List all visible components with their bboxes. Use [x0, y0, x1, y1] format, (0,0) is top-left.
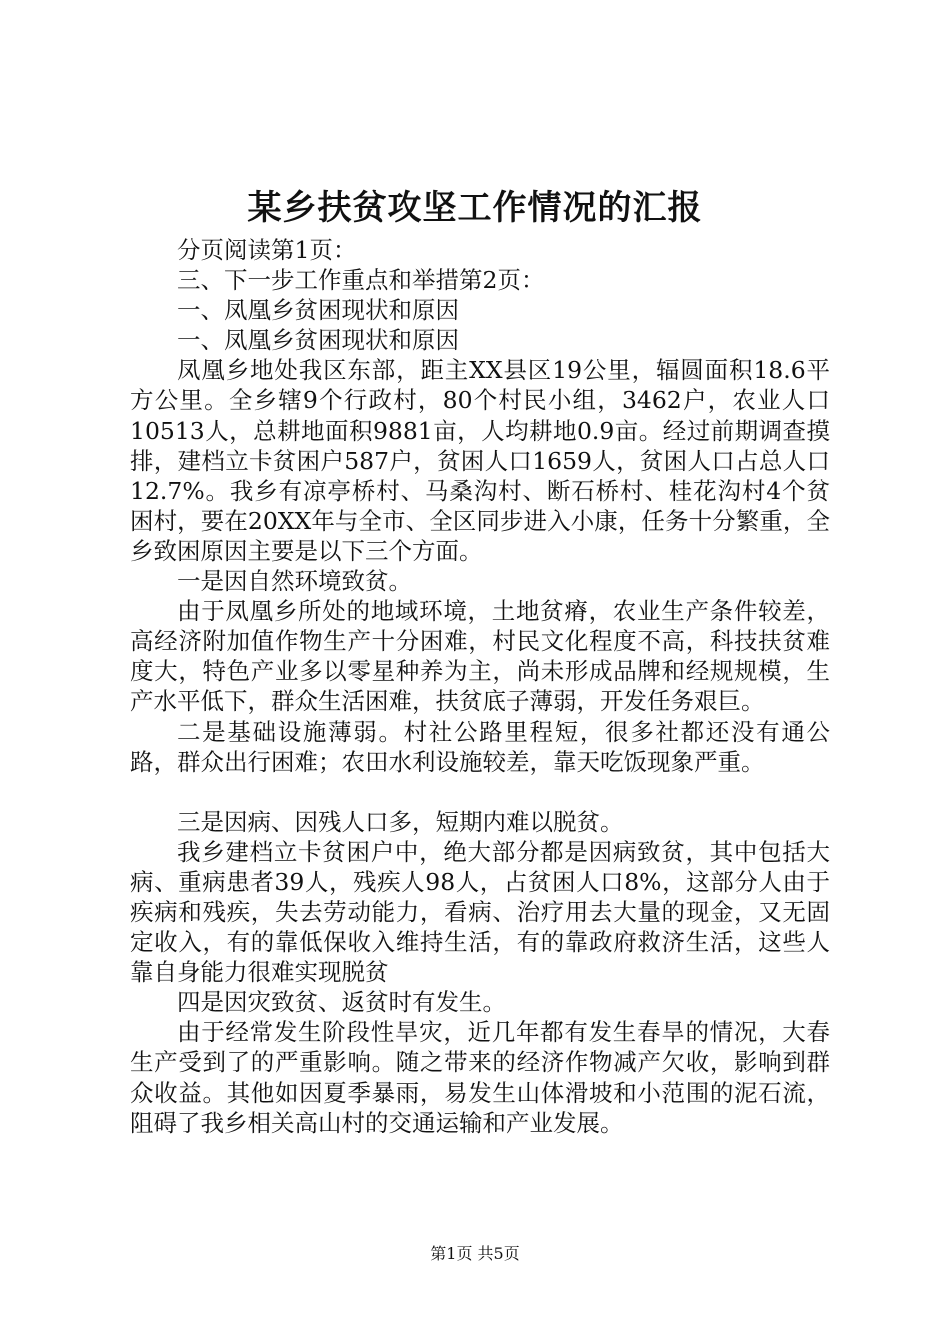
paragraph-cause-three: 我乡建档立卡贫困户中，绝大部分都是因病致贫，其中包括大病、重病患者39人，残疾人98人，占贫困人口8%，这部分人由于疾病和残疾，失去劳动能力，看病、治疗用去大量的现金，又无固定收入，有的靠低保收入维持生活，有的靠政府救济生活，这些人靠自身能力很难实现脱贫 — [130, 837, 830, 987]
paragraph-cause-two: 二是基础设施薄弱。村社公路里程短，很多社都还没有通公路，群众出行困难；农田水利设施较差，靠天吃饭现象严重。 — [130, 717, 830, 776]
paragraph-cause-one-heading: 一是因自然环境致贫。 — [177, 567, 412, 596]
paragraph-page-nav-2: 三、下一步工作重点和举措第2页： — [177, 266, 545, 295]
document-title: 某乡扶贫攻坚工作情况的汇报 — [247, 188, 703, 228]
section-heading-repeat: 一、凤凰乡贫困现状和原因 — [177, 326, 459, 355]
paragraph-page-nav-1: 分页阅读第1页： — [177, 236, 357, 264]
paragraph-cause-four-heading: 四是因灾致贫、返贫时有发生。 — [177, 988, 506, 1017]
paragraph-cause-four: 由于经常发生阶段性旱灾，近几年都有发生春旱的情况，大春生产受到了的严重影响。随之带来的经济作物减产欠收，影响到群众收益。其他如因夏季暴雨，易发生山体滑坡和小范围的泥石流，阻碍了我乡相关高山村的交通运输和产业发展。 — [130, 1018, 830, 1137]
paragraph-overview: 凤凰乡地处我区东部，距主XX县区19公里，辐圆面积18.6平方公里。全乡辖9个行政村，80个村民小组，3462户，农业人口10513人，总耕地面积9881亩，人均耕地0.9亩。经过前期调查摸排，建档立卡贫困户587户，贫困人口1659人，贫困人口占总人口12.7%。我乡有凉亭桥村、马桑沟村、断石桥村、桂花沟村4个贫困村，要在20XX年与全市、全区同步进入小康，任务十分繁重，全乡致困原因主要是以下三个方面。 — [130, 356, 830, 565]
document-body — [130, 235, 830, 1138]
page-number-footer: 第1页 共5页 — [430, 1244, 520, 1263]
paragraph-cause-one: 由于凤凰乡所处的地域环境，土地贫瘠，农业生产条件较差，高经济附加值作物生产十分困难，村民文化程度不高，科技扶贫难度大，特色产业多以零星种养为主，尚未形成品牌和经规规模，生产水平低下，群众生活困难，扶贫底子薄弱，开发任务艰巨。 — [130, 597, 830, 716]
section-heading: 一、凤凰乡贫困现状和原因 — [177, 296, 459, 325]
paragraph-cause-three-heading: 三是因病、因残人口多，短期内难以脱贫。 — [177, 807, 624, 836]
